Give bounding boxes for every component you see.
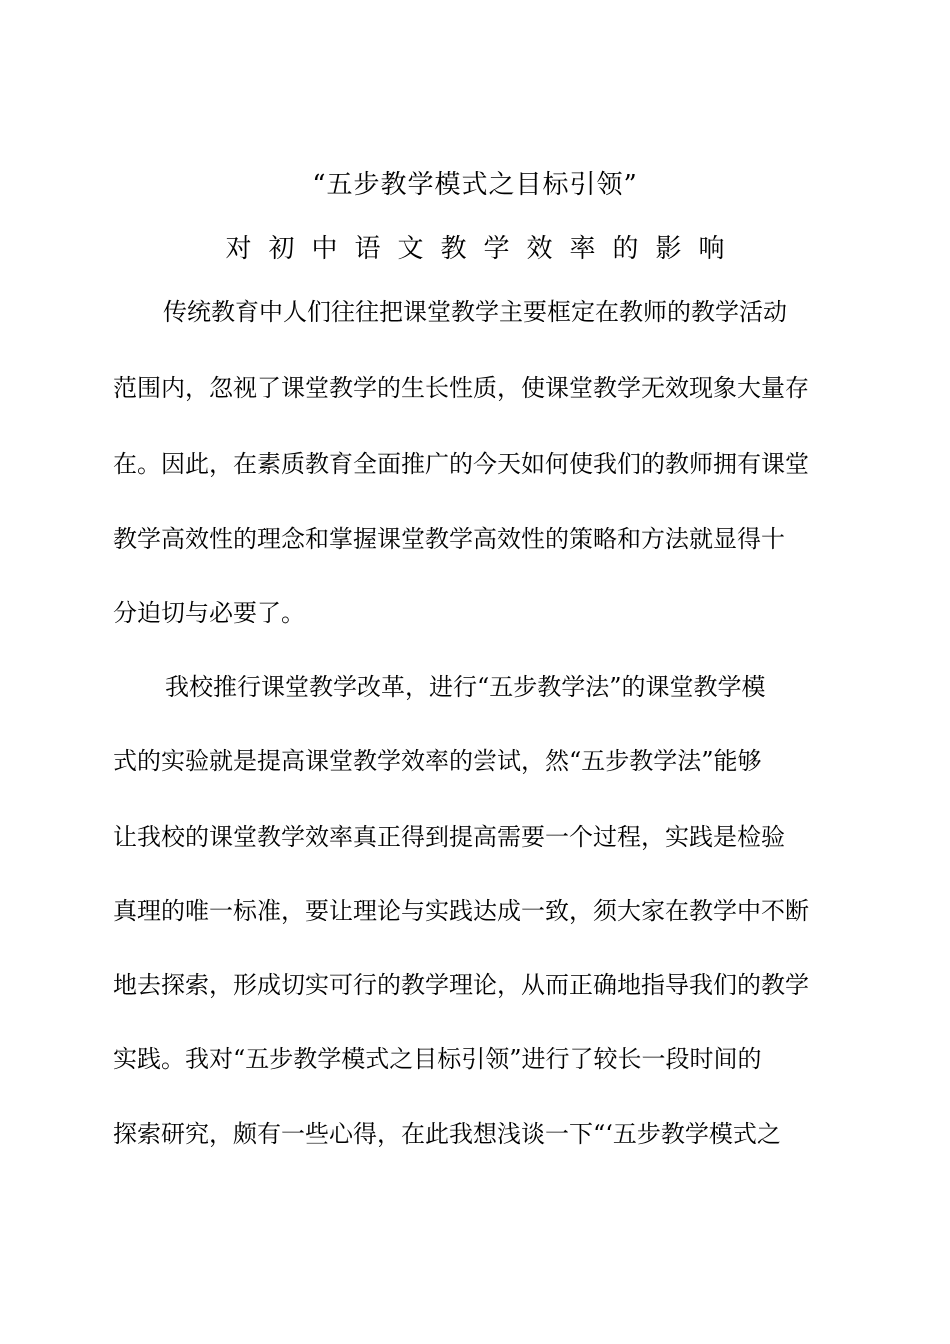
paragraph-line: 范围内，忽视了课堂教学的生长性质，使课堂教学无效现象大量存	[113, 374, 809, 402]
paragraph-line: 地去探索，形成切实可行的教学理论，从而正确地指导我们的教学	[113, 971, 809, 999]
paragraph-line: 式的实验就是提高课堂教学效率的尝试，然“五步教学法”能够	[113, 747, 762, 775]
document-title-line-1: “五步教学模式之目标引领”	[312, 170, 638, 200]
paragraph-line: 教学高效性的理念和掌握课堂教学高效性的策略和方法就显得十	[113, 525, 785, 553]
paragraph-line: 让我校的课堂教学效率真正得到提高需要一个过程，实践是检验	[113, 823, 785, 851]
document-title-line-2: 对初中语文教学效率的影响	[225, 234, 742, 264]
paragraph-line: 实践。我对“五步教学模式之目标引领”进行了较长一段时间的	[113, 1045, 762, 1073]
paragraph-line: 传统教育中人们往往把课堂教学主要框定在教师的教学活动	[163, 298, 787, 326]
paragraph-line: 真理的唯一标准，要让理论与实践达成一致，须大家在教学中不断	[113, 897, 809, 925]
paragraph-line: 我校推行课堂教学改革，进行“五步教学法”的课堂教学模	[165, 673, 766, 701]
paragraph-line: 分迫切与必要了。	[113, 599, 305, 627]
paragraph-line: 探索研究，颇有一些心得，在此我想浅谈一下“‘五步教学模式之	[113, 1120, 781, 1148]
paragraph-line: 在。因此，在素质教育全面推广的今天如何使我们的教师拥有课堂	[113, 450, 809, 478]
